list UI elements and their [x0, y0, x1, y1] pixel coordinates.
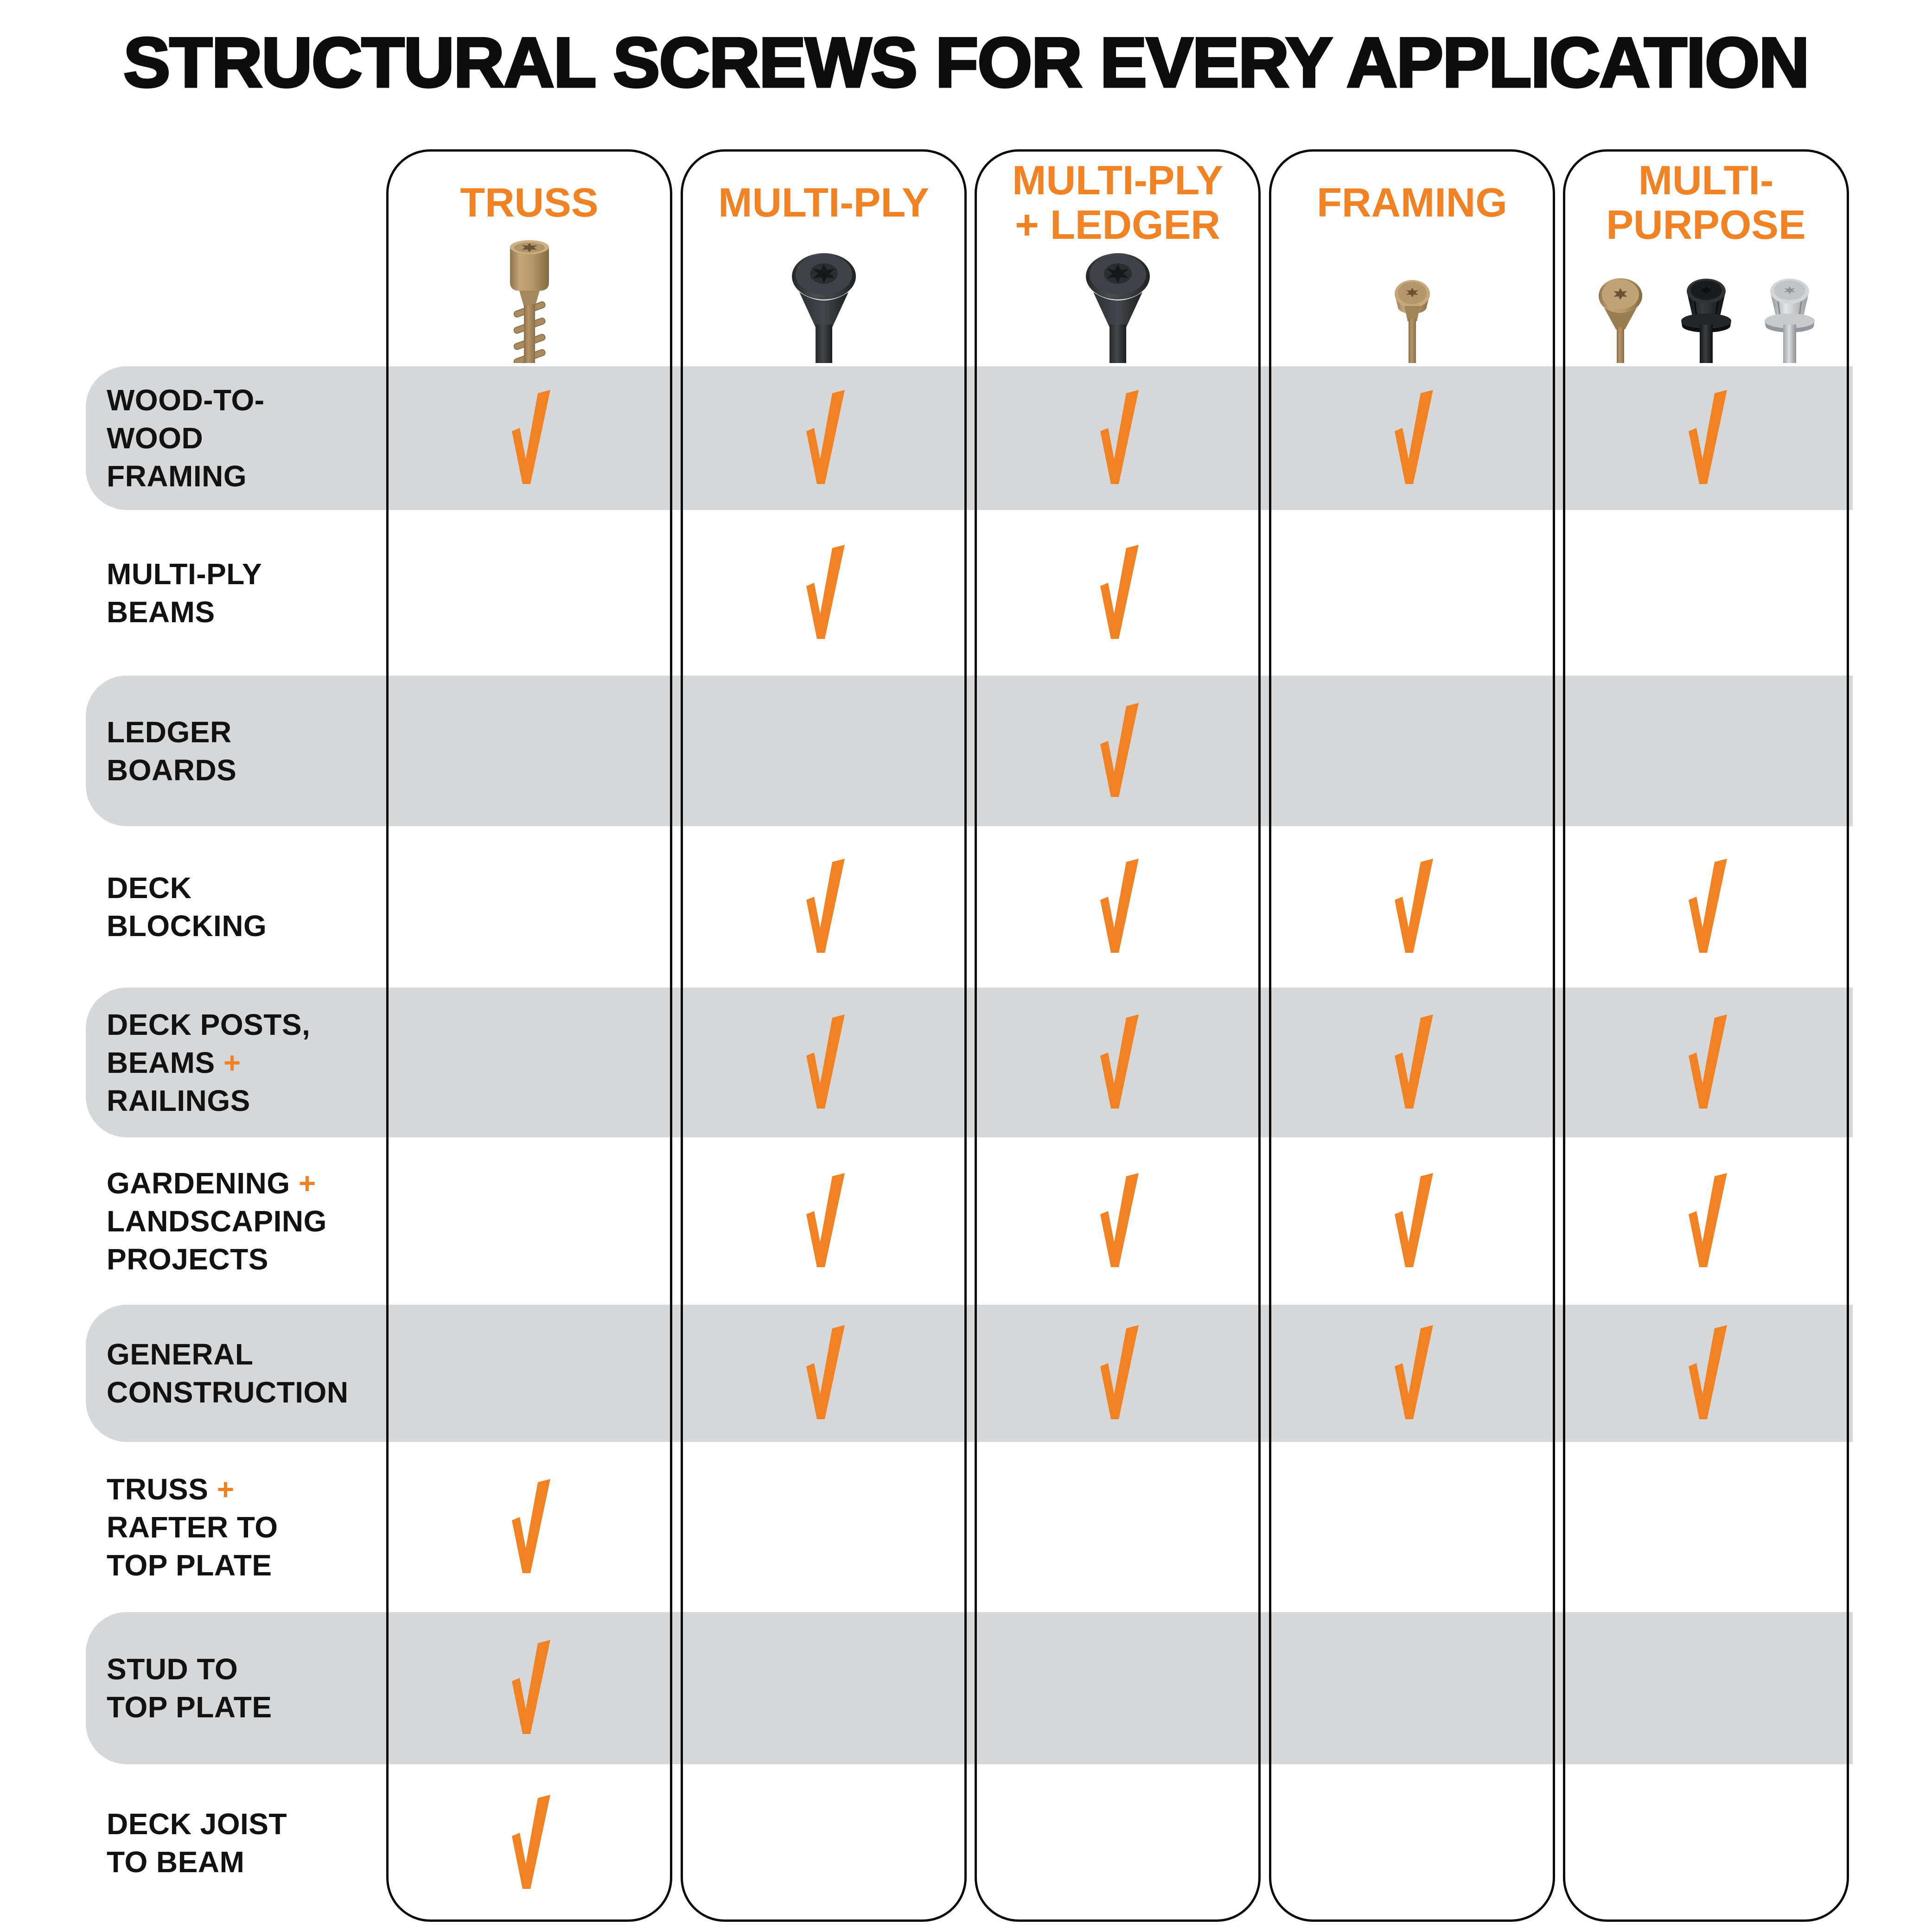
row-label-line: LEDGER — [107, 715, 232, 749]
checkmark-icon — [1685, 389, 1728, 484]
row-label-line: STUD TO — [107, 1652, 238, 1686]
orange-plus-glyph: + — [298, 1166, 316, 1200]
row-label-line: MULTI-PLY — [107, 557, 262, 591]
row-label-line: RAILINGS — [107, 1084, 250, 1117]
row-label-line: LANDSCAPING — [107, 1204, 327, 1238]
column-title — [977, 156, 1258, 249]
row-label-line: TOP PLATE — [107, 1548, 272, 1582]
row-label — [107, 366, 380, 510]
checkmark-icon — [508, 1639, 551, 1734]
row-label-line: TO BEAM — [107, 1845, 245, 1879]
row-label — [107, 1305, 380, 1442]
checkmark-icon — [1391, 1324, 1434, 1419]
column-title — [389, 156, 670, 249]
checkmark-icon — [508, 389, 551, 484]
row-label-line: BLOCKING — [107, 909, 267, 943]
checkmark-icon — [1097, 1324, 1139, 1419]
checkmark-icon — [508, 1793, 551, 1889]
checkmark-icon — [803, 1324, 845, 1419]
orange-plus-glyph: + — [217, 1472, 235, 1506]
checkmark-icon — [1391, 1172, 1434, 1267]
checkmark-icon — [1097, 1172, 1139, 1267]
checkmark-icon — [1391, 1013, 1434, 1109]
row-label — [107, 1612, 380, 1764]
checkmark-icon — [1685, 1324, 1728, 1419]
checkmark-icon — [1391, 389, 1434, 484]
checkmark-icon — [1685, 1013, 1728, 1109]
checkmark-icon — [1097, 543, 1139, 639]
row-label-line: PROJECTS — [107, 1242, 268, 1276]
row-label-line: FRAMING — [107, 459, 247, 493]
charcoal-flat-head-torx-screw-icon — [1078, 249, 1157, 363]
column-title-line: PURPOSE — [1606, 202, 1806, 248]
tan-cylinder-head-torx-screw-icon — [495, 238, 564, 363]
row-label-line: WOOD — [107, 421, 204, 455]
row-label — [107, 1764, 380, 1922]
column-title-line: MULTI-PLY — [1012, 157, 1223, 203]
checkmark-icon — [1097, 701, 1139, 797]
silver-hex-head-screw-icon — [1765, 279, 1815, 363]
column-title — [1271, 156, 1553, 249]
tan-flat-head-torx-screw-icon — [1599, 278, 1642, 363]
row-label-line: GARDENING + — [107, 1166, 316, 1200]
row-label-line: BOARDS — [107, 753, 237, 787]
row-label-line: TRUSS + — [107, 1472, 235, 1506]
page-title: STRUCTURAL SCREWS FOR EVERY APPLICATION — [123, 23, 1809, 102]
column-title-line: MULTI-PLY — [718, 179, 929, 225]
column-title — [1565, 156, 1847, 249]
checkmark-icon — [1685, 1172, 1728, 1267]
column-title-line: + LEDGER — [1015, 202, 1220, 248]
checkmark-icon — [1685, 857, 1728, 953]
checkmark-icon — [1097, 389, 1139, 484]
row-label-line: DECK — [107, 871, 192, 905]
orange-plus-glyph: + — [223, 1046, 241, 1079]
row-label — [107, 826, 380, 988]
column-title — [683, 156, 964, 249]
row-label-line: WOOD-TO- — [107, 383, 265, 417]
row-label — [107, 510, 380, 676]
row-label — [107, 1137, 380, 1305]
column-title-line: FRAMING — [1317, 179, 1507, 225]
tan-round-head-torx-screw-icon — [1389, 277, 1435, 363]
column-title-line: MULTI- — [1638, 157, 1774, 203]
charcoal-flat-head-torx-screw-icon — [784, 249, 863, 363]
row-label-line: CONSTRUCTION — [107, 1376, 349, 1409]
checkmark-icon — [508, 1478, 551, 1573]
multi-purpose-screw-trio-icon — [1572, 273, 1841, 363]
checkmark-icon — [803, 389, 845, 484]
checkmark-icon — [803, 1013, 845, 1109]
checkmark-icon — [1097, 1013, 1139, 1109]
row-label-line: RAFTER TO — [107, 1510, 278, 1544]
checkmark-icon — [803, 857, 845, 953]
checkmark-icon — [803, 1172, 845, 1267]
checkmark-icon — [1391, 857, 1434, 953]
row-label-line: GENERAL — [107, 1338, 254, 1371]
checkmark-icon — [803, 543, 845, 639]
black-hex-head-screw-icon — [1681, 279, 1731, 363]
row-label — [107, 988, 380, 1137]
row-label — [107, 1442, 380, 1612]
row-label-line: BEAMS + — [107, 1046, 241, 1079]
row-label-line: TOP PLATE — [107, 1690, 272, 1724]
column-title-line: TRUSS — [460, 179, 599, 225]
row-label-line: DECK POSTS, — [107, 1007, 311, 1041]
checkmark-icon — [1097, 857, 1139, 953]
row-label-line: BEAMS — [107, 595, 215, 629]
row-label-line: DECK JOIST — [107, 1807, 287, 1841]
row-label — [107, 676, 380, 826]
